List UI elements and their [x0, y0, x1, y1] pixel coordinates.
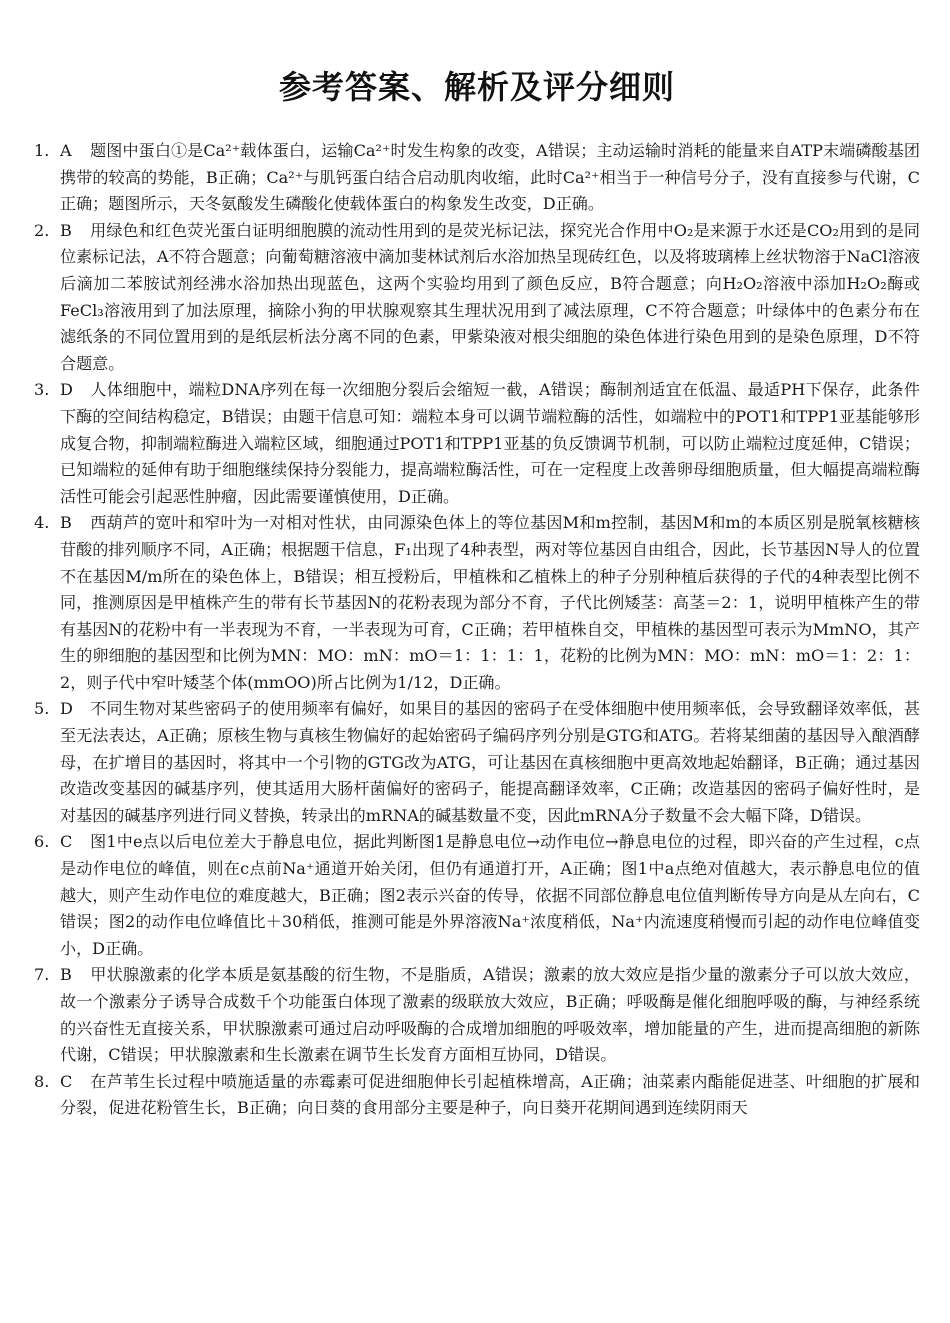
answer-key: B	[60, 220, 72, 240]
explanation-text: 图1中e点以后电位差大于静息电位，据此判断图1是静息电位→动作电位→静息电位的过程，即兴奋的产生过程，c点是动作电位的峰值，则在c点前Na⁺通道开始关闭，但仍有通道打开，A正确；图1中a点绝对值越大，表示静息电位的值越大，则产生动作电位的难度越大，B正确；图2表示兴奋的传导，依据不同部位静息电位值判断传导方向是从左向右，C错误；图2的动作电位峰值比＋30稍低，推测可能是外界溶液Na⁺浓度稍低，Na⁺内流速度稍慢而引起的动作电位峰值变小，D正确。	[60, 832, 920, 958]
answer-key: B	[60, 513, 72, 533]
explanation-text: 用绿色和红色荧光蛋白证明细胞膜的流动性用到的是荧光标记法，探究光合作用中O₂是来源于水还是CO₂用到的是同位素标记法，A不符合题意；向葡萄糖溶液中滴加斐林试剂后水浴加热呈现砖红色，以及将玻璃棒上丝状物溶于NaCl溶液后滴加二苯胺试剂经沸水浴加热出现蓝色，这两个实验均用到了颜色反应，B符合题意；向H₂O₂溶液中添加H₂O₂酶或FeCl₃溶液用到了加法原理，摘除小狗的甲状腺观察其生理状况用到了减法原理，C不符合题意；叶绿体中的色素分布在滤纸条的不同位置用到的是纸层析法分离不同的色素，甲紫染液对根尖细胞的染色体进行染色用到的是染色原理，D不符合题意。	[60, 220, 920, 373]
answer-item	[34, 696, 920, 829]
answer-key: C	[60, 1071, 73, 1091]
question-number: 5.	[34, 699, 50, 719]
answer-item	[34, 377, 920, 510]
answer-item	[34, 1069, 920, 1122]
question-number: 7.	[34, 965, 50, 985]
explanation-text: 西葫芦的宽叶和窄叶为一对相对性状，由同源染色体上的等位基因M和m控制，基因M和m的本质区别是脱氧核糖核苷酸的排列顺序不同，A正确；根据题干信息，F₁出现了4种表型，两对等位基因自由组合，因此，长节基因N导人的位置不在基因M/m所在的染色体上，B错误；相互授粉后，甲植株和乙植株上的种子分别种植后获得的子代的4种表型比例不同，推测原因是甲植株产生的带有长节基因N的花粉表现为部分不育，子代比例矮茎：高茎＝2：1，说明甲植株产生的带有基因N的花粉中有一半表现为不育，一半表现为可育，C正确；若甲植株自交，甲植株的基因型可表示为MmNO，其产生的卵细胞的基因型和比例为MN：MO：mN：mO＝1：1：1：1，花粉的比例为MN：MO：mN：mO＝1：2：1：2，则子代中窄叶矮茎个体(mmOO)所占比例为1/12，D正确。	[60, 513, 920, 692]
question-number: 1.	[34, 141, 50, 160]
answer-item	[34, 510, 920, 696]
question-number: 3.	[34, 380, 50, 400]
explanation-text: 甲状腺激素的化学本质是氨基酸的衍生物，不是脂质，A错误；激素的放大效应是指少量的激素分子可以放大效应，故一个激素分子诱导合成数千个功能蛋白体现了激素的级联放大效应，B正确；呼吸酶是催化细胞呼吸的酶，与神经系统的兴奋性无直接关系，甲状腺激素可通过启动呼吸酶的合成增加细胞的呼吸效率，增加能量的产生，进而提高细胞的新陈代谢，C错误；甲状腺激素和生长激素在调节生长发育方面相互协同，D错误。	[60, 965, 920, 1065]
answer-key: A	[60, 141, 72, 160]
page-title: 参考答案、解析及评分细则	[278, 68, 675, 106]
question-number: 6.	[34, 832, 50, 852]
answer-item	[34, 829, 920, 962]
answer-list	[34, 138, 920, 1122]
answer-key: D	[60, 380, 73, 400]
answer-item	[34, 218, 920, 378]
answer-key: D	[60, 699, 73, 719]
answer-key: C	[60, 832, 73, 852]
explanation-text: 不同生物对某些密码子的使用频率有偏好，如果目的基因的密码子在受体细胞中使用频率低，会导致翻译效率低，甚至无法表达，A正确；原核生物与真核生物偏好的起始密码子编码序列分别是GTG和ATG。若将某细菌的基因导入酿酒酵母，在扩增目的基因时，将其中一个引物的GTG改为ATG，可让基因在真核细胞中更高效地起始翻译，B正确；通过基因改造改变基因的碱基序列，使其适用大肠杆菌偏好的密码子，能提高翻译效率，C正确；改造基因的密码子偏好性时，是对基因的碱基序列进行同义替换，转录出的mRNA的碱基数量不变，因此mRNA分子数量不会大幅下降，D错误。	[60, 699, 920, 825]
answer-item	[34, 138, 920, 218]
explanation-text: 题图中蛋白①是Ca²⁺载体蛋白，运输Ca²⁺时发生构象的改变，A错误；主动运输时消耗的能量来自ATP末端磷酸基团携带的较高的势能，B正确；Ca²⁺与肌钙蛋白结合启动肌肉收缩，此时Ca²⁺相当于一种信号分子，没有直接参与代谢，C正确；题图所示，天冬氨酸发生磷酸化使载体蛋白的构象发生改变，D正确。	[60, 141, 920, 214]
question-number: 4.	[34, 513, 50, 533]
explanation-text: 在芦苇生长过程中喷施适量的赤霉素可促进细胞伸长引起植株增高，A正确；油菜素内酯能促进茎、叶细胞的扩展和分裂，促进花粉管生长，B正确；向日葵的食用部分主要是种子，向日葵开花期间遇到连续阴雨天	[60, 1071, 920, 1118]
answer-key: B	[60, 965, 72, 985]
question-number: 2.	[34, 220, 50, 240]
explanation-text: 人体细胞中，端粒DNA序列在每一次细胞分裂后会缩短一截，A错误；酶制剂适宜在低温、最适PH下保存，此条件下酶的空间结构稳定，B错误；由题干信息可知：端粒本身可以调节端粒酶的活性，如端粒中的POT1和TPP1亚基能够形成复合物，抑制端粒酶进入端粒区域，细胞通过POT1和TPP1亚基的负反馈调节机制，可以防止端粒过度延伸，C错误；已知端粒的延伸有助于细胞继续保持分裂能力，提高端粒酶活性，可在一定程度上改善卵母细胞质量，但大幅提高端粒酶活性可能会引起恶性肿瘤，因此需要谨慎使用，D正确。	[60, 380, 920, 506]
question-number: 8.	[34, 1071, 50, 1091]
answer-item	[34, 962, 920, 1068]
